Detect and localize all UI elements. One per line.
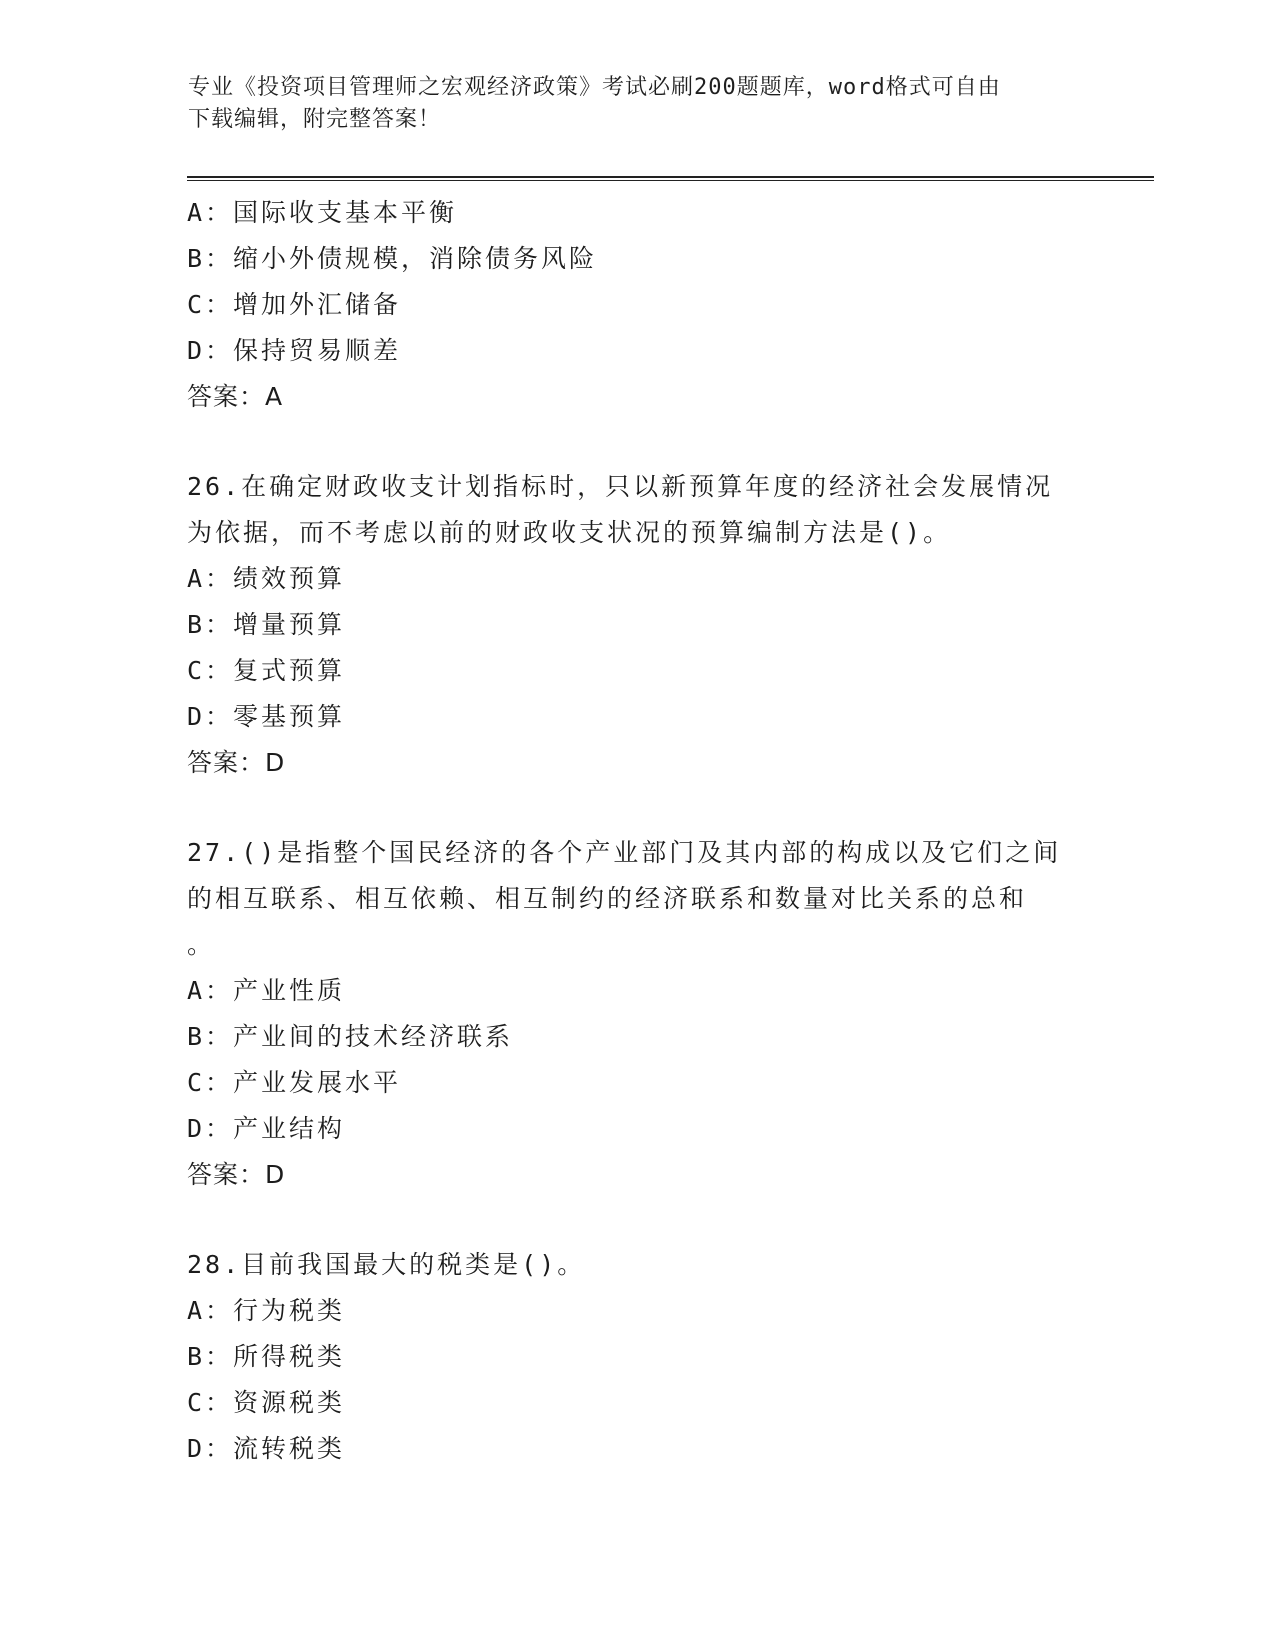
option-a: A：产业性质 — [187, 976, 346, 1005]
option-d: D：零基预算 — [187, 702, 346, 731]
option-a: A：国际收支基本平衡 — [187, 198, 458, 227]
option-d: D：保持贸易顺差 — [187, 336, 402, 365]
question-27 — [187, 830, 1087, 1198]
option-b: B：所得税类 — [187, 1342, 346, 1371]
question-stem-line: 。 — [187, 930, 216, 959]
option-b: B：缩小外债规模，消除债务风险 — [187, 244, 598, 273]
option-a: A：绩效预算 — [187, 564, 346, 593]
option-a: A：行为税类 — [187, 1296, 346, 1325]
question-28 — [187, 1242, 1087, 1472]
answer-line: 答案：D — [187, 1160, 286, 1189]
question-stem-line: 的相互联系、相互依赖、相互制约的经济联系和数量对比关系的总和 — [187, 884, 1028, 913]
header-line-2: 下载编辑，附完整答案！ — [188, 107, 442, 132]
question-stem-line: 为依据，而不考虑以前的财政收支状况的预算编制方法是()。 — [187, 518, 952, 547]
question-26 — [187, 464, 1087, 786]
option-c: C：资源税类 — [187, 1388, 346, 1417]
option-d: D：产业结构 — [187, 1114, 346, 1143]
option-b: B：增量预算 — [187, 610, 346, 639]
answer-line: 答案：A — [187, 382, 284, 411]
question-spacer — [187, 786, 1087, 830]
header-line-1: 专业《投资项目管理师之宏观经济政策》考试必刷200题题库，word格式可自由 — [188, 75, 1001, 100]
question-stem-line: 27.()是指整个国民经济的各个产业部门及其内部的构成以及它们之间 — [187, 838, 1062, 867]
header-divider — [187, 176, 1154, 181]
question-25 — [187, 190, 1087, 420]
option-c: C：增加外汇储备 — [187, 290, 402, 319]
option-b: B：产业间的技术经济联系 — [187, 1022, 514, 1051]
document-header — [188, 72, 1088, 136]
question-stem-line: 26.在确定财政收支计划指标时，只以新预算年度的经济社会发展情况 — [187, 472, 1054, 501]
question-spacer — [187, 420, 1087, 464]
question-list — [187, 190, 1087, 1472]
question-stem-line: 28.目前我国最大的税类是()。 — [187, 1250, 586, 1279]
option-d: D：流转税类 — [187, 1434, 346, 1463]
option-c: C：产业发展水平 — [187, 1068, 402, 1097]
answer-line: 答案：D — [187, 748, 286, 777]
option-c: C：复式预算 — [187, 656, 346, 685]
question-spacer — [187, 1198, 1087, 1242]
